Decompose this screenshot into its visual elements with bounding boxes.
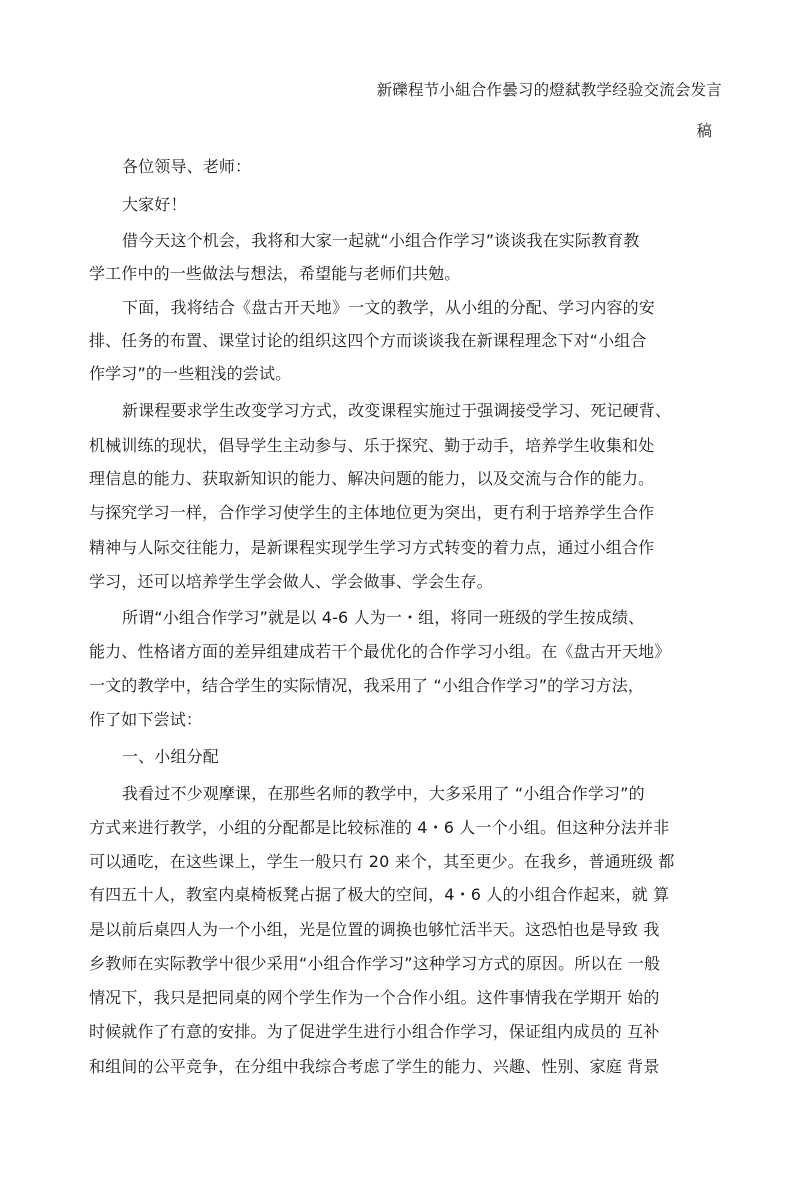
paragraph-line: 所谓“小组合作学习”就是以 4-6 人为一・组，将同一班级的学生按成绩、 [122, 608, 645, 627]
paragraph-line: 方式来进行教学，小组的分配都是比较标准的 4・6 人一个小组。但这种分法并非 [89, 818, 670, 837]
greeting: 大家好！ [122, 195, 187, 214]
paragraph-line: 情况下，我只是把同桌的网个学生作为一个合作小组。这件事情我在学期开 始的 [89, 988, 660, 1007]
paragraph-line: 能力、性格诸方面的差异组建成若干个最优化的合作学习小组。在《盘古开天地》 [89, 642, 671, 661]
paragraph-line: 是以前后桌四人为一个小组，光是位置的调换也够忙活半天。这恐怕也是导致 我 [89, 920, 660, 939]
paragraph-line: 作了如下尝试： [89, 710, 203, 729]
paragraph-line: 学工作中的一些做法与想法，希望能与老师们共勉。 [89, 264, 461, 283]
paragraph-line: 我看过不少观摩课，在那些名师的教学中，大多采用了 “小组合作学习”的 [122, 784, 645, 803]
salutation: 各位领导、老师： [122, 157, 252, 176]
document-title: 新礫程节小組合作曇习的燈弑教学经验交流会发言 [376, 81, 722, 99]
paragraph-line: 可以通吃，在这些课上，学生一般只冇 20 来个，其至更少。在我乡，普通班级 都 [89, 852, 675, 871]
section-heading: 一、小组分配 [122, 747, 219, 766]
paragraph-line: 下面，我将结合《盘古开天地》一文的教学，从小组的分配、学习内容的安 [122, 298, 655, 317]
paragraph-line: 精神与人际交往能力，是新课程实现学生学习方式转变的着力点，通过小组合作 [89, 538, 655, 557]
paragraph-line: 排、任务的布置、课堂讨论的组织这四个方而谈谈我在新课程理念下对“小组合 [89, 331, 647, 350]
paragraph-line: 与探究学习一样，合作学习使学生的主体地位更为突出，更冇利于培养学生合作 [89, 503, 655, 522]
paragraph-line: 理信息的能力、获取新知识的能力、解决问题的能力，以及交流与合作的能力。 [89, 469, 655, 488]
paragraph-line: 和组间的公平竞争，在分组中我综合考虑了学生的能力、兴趣、性别、家庭 背景 [89, 1057, 660, 1076]
paragraph-line: 时候就作了冇意的安排。为了促进学生进行小组合作学习，保证组内成员的 互补 [89, 1022, 660, 1041]
paragraph-line: 一文的教学中，结合学生的实际情况，我采用了 “小组合作学习”的学习方法， [89, 676, 645, 695]
paragraph-line: 学习，还可以培养学生学会做人、学会做事、学会生存。 [89, 572, 493, 591]
paragraph-line: 作学习”的一些粗浅的尝试。 [89, 364, 292, 383]
paragraph-line: 新课程要求学生改变学习方式，改变课程实施过于强调接受学习、死记硬背、 [122, 401, 672, 420]
paragraph-line: 借今天这个机会，我将和大家一起就“小组合作学习”谈谈我在实际教育教 [122, 231, 640, 250]
paragraph-line: 有四五十人，教室内桌椅板凳占据了极大的空间，4・6 人的小组合作起来，就 算 [89, 885, 670, 904]
paragraph-line: 乡教师在实际教学屮很少采用“小组合作学习”这种学习方式的原因。所以在 一般 [89, 954, 661, 973]
paragraph-line: 机械训练的现状，倡导学生主动参与、乐于探究、勤于动手，培养学生收集和处 [89, 436, 655, 455]
document-title-continuation: 稿 [696, 122, 712, 140]
